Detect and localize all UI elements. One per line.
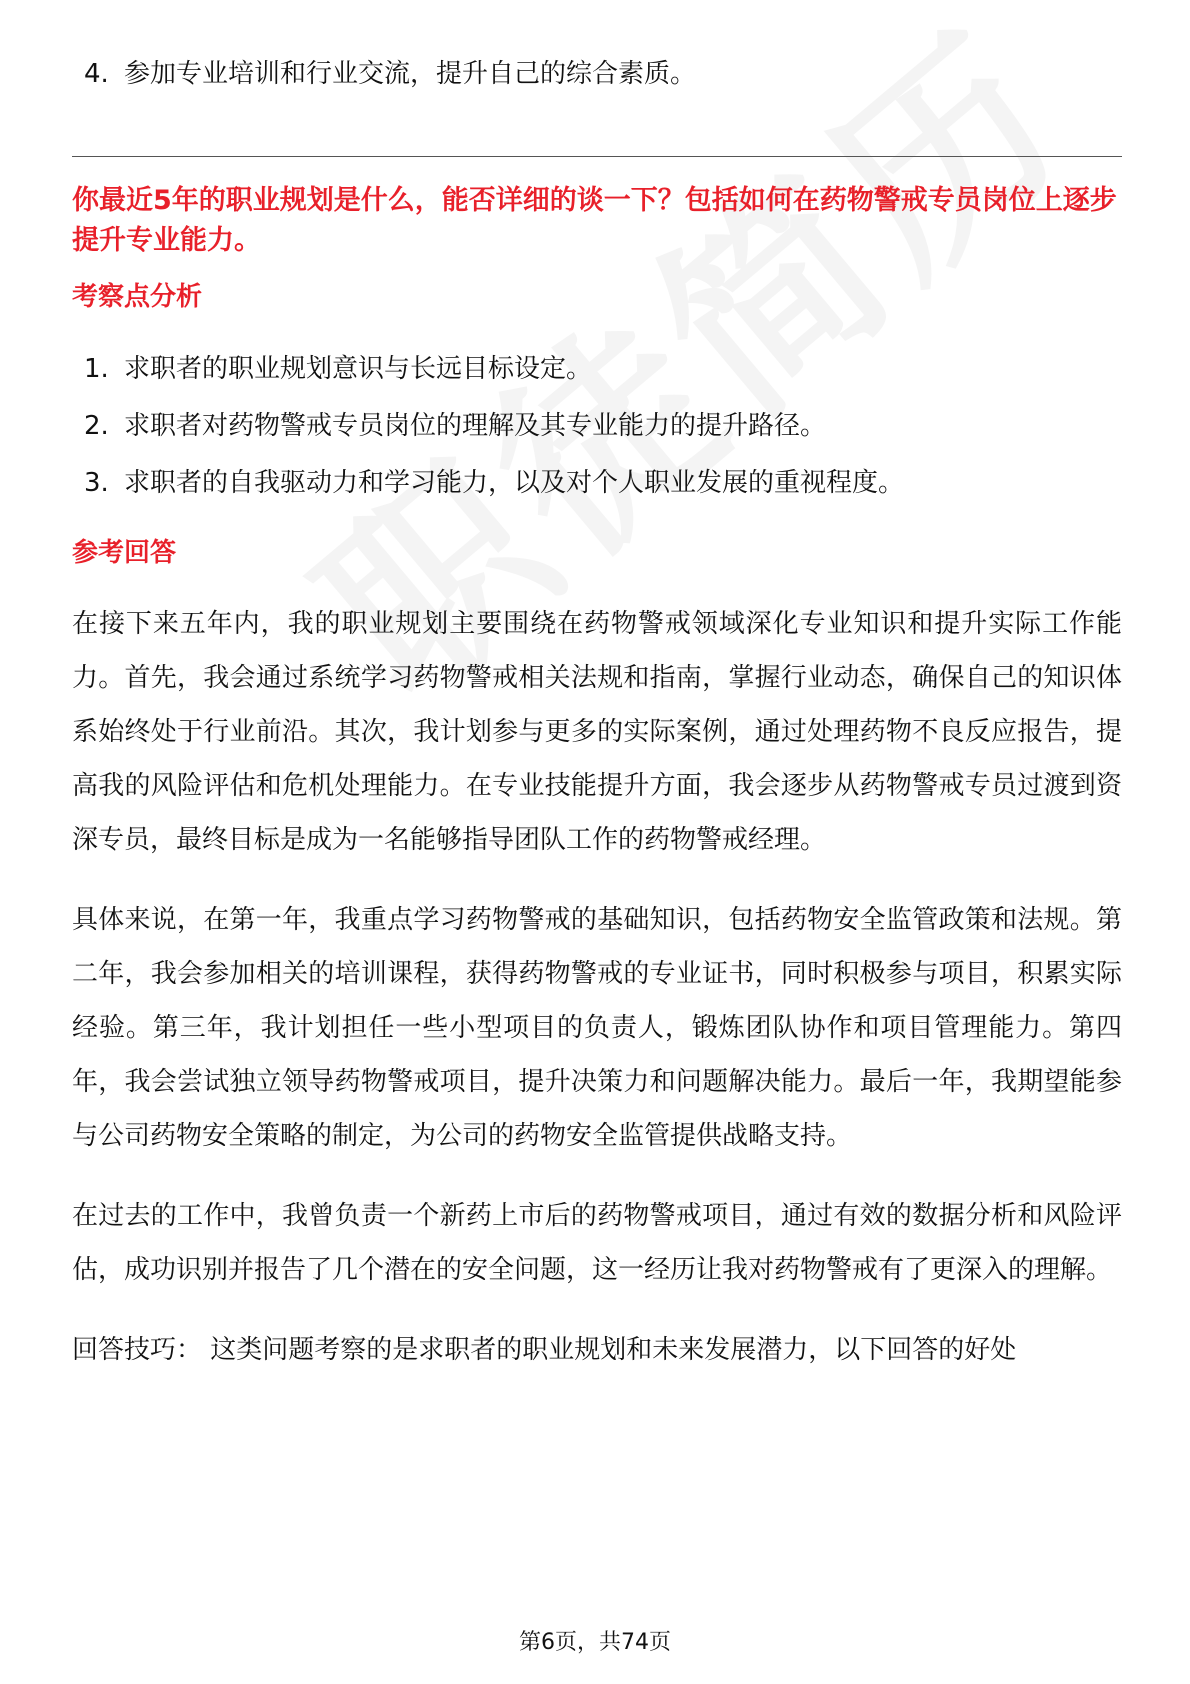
- list-number: 1.: [84, 354, 109, 384]
- list-text: 求职者对药物警戒专员岗位的理解及其专业能力的提升路径。: [124, 411, 827, 441]
- analysis-list: [72, 349, 1122, 503]
- list-text: 参加专业培训和行业交流，提升自己的综合素质。: [124, 59, 697, 89]
- list-text: 求职者的自我驱动力和学习能力，以及对个人职业发展的重视程度。: [124, 468, 905, 498]
- content-area: [72, 54, 1122, 1377]
- list-text: 求职者的职业规划意识与长远目标设定。: [124, 354, 593, 384]
- list-number: 3.: [84, 468, 109, 498]
- list-item: [72, 54, 1122, 94]
- analysis-heading: 考察点分析: [72, 282, 203, 312]
- answer-heading: 参考回答: [72, 538, 177, 568]
- interview-question: 你最近5年的职业规划是什么，能否详细的谈一下？包括如何在药物警戒专员岗位上逐步提升专业能力。: [72, 185, 1117, 256]
- answer-tips: 回答技巧： 这类问题考察的是求职者的职业规划和未来发展潜力，以下回答的好处: [72, 1335, 1017, 1365]
- list-number: 4.: [84, 59, 109, 89]
- list-item: [72, 463, 1122, 503]
- page-number-footer: 第6页，共74页: [519, 1630, 671, 1655]
- section-divider: [72, 156, 1122, 157]
- answer-paragraph: 具体来说，在第一年，我重点学习药物警戒的基础知识，包括药物安全监管政策和法规。第二年，我会参加相关的培训课程，获得药物警戒的专业证书，同时积极参与项目，积累实际经验。第三年，我计划担任一些小型项目的负责人，锻炼团队协作和项目管理能力。第四年，我会尝试独立领导药物警戒项目，提升决策力和问题解决能力。最后一年，我期望能参与公司药物安全策略的制定，为公司的药物安全监管提供战略支持。: [72, 905, 1122, 1151]
- list-item: [72, 349, 1122, 389]
- list-item: [72, 406, 1122, 446]
- answer-paragraph: 在接下来五年内，我的职业规划主要围绕在药物警戒领域深化专业知识和提升实际工作能力。首先，我会通过系统学习药物警戒相关法规和指南，掌握行业动态，确保自己的知识体系始终处于行业前沿。其次，我计划参与更多的实际案例，通过处理药物不良反应报告，提高我的风险评估和危机处理能力。在专业技能提升方面，我会逐步从药物警戒专员过渡到资深专员，最终目标是成为一名能够指导团队工作的药物警戒经理。: [72, 609, 1122, 855]
- answer-paragraph: 在过去的工作中，我曾负责一个新药上市后的药物警戒项目，通过有效的数据分析和风险评估，成功识别并报告了几个潜在的安全问题，这一经历让我对药物警戒有了更深入的理解。: [72, 1201, 1122, 1285]
- list-number: 2.: [84, 411, 109, 441]
